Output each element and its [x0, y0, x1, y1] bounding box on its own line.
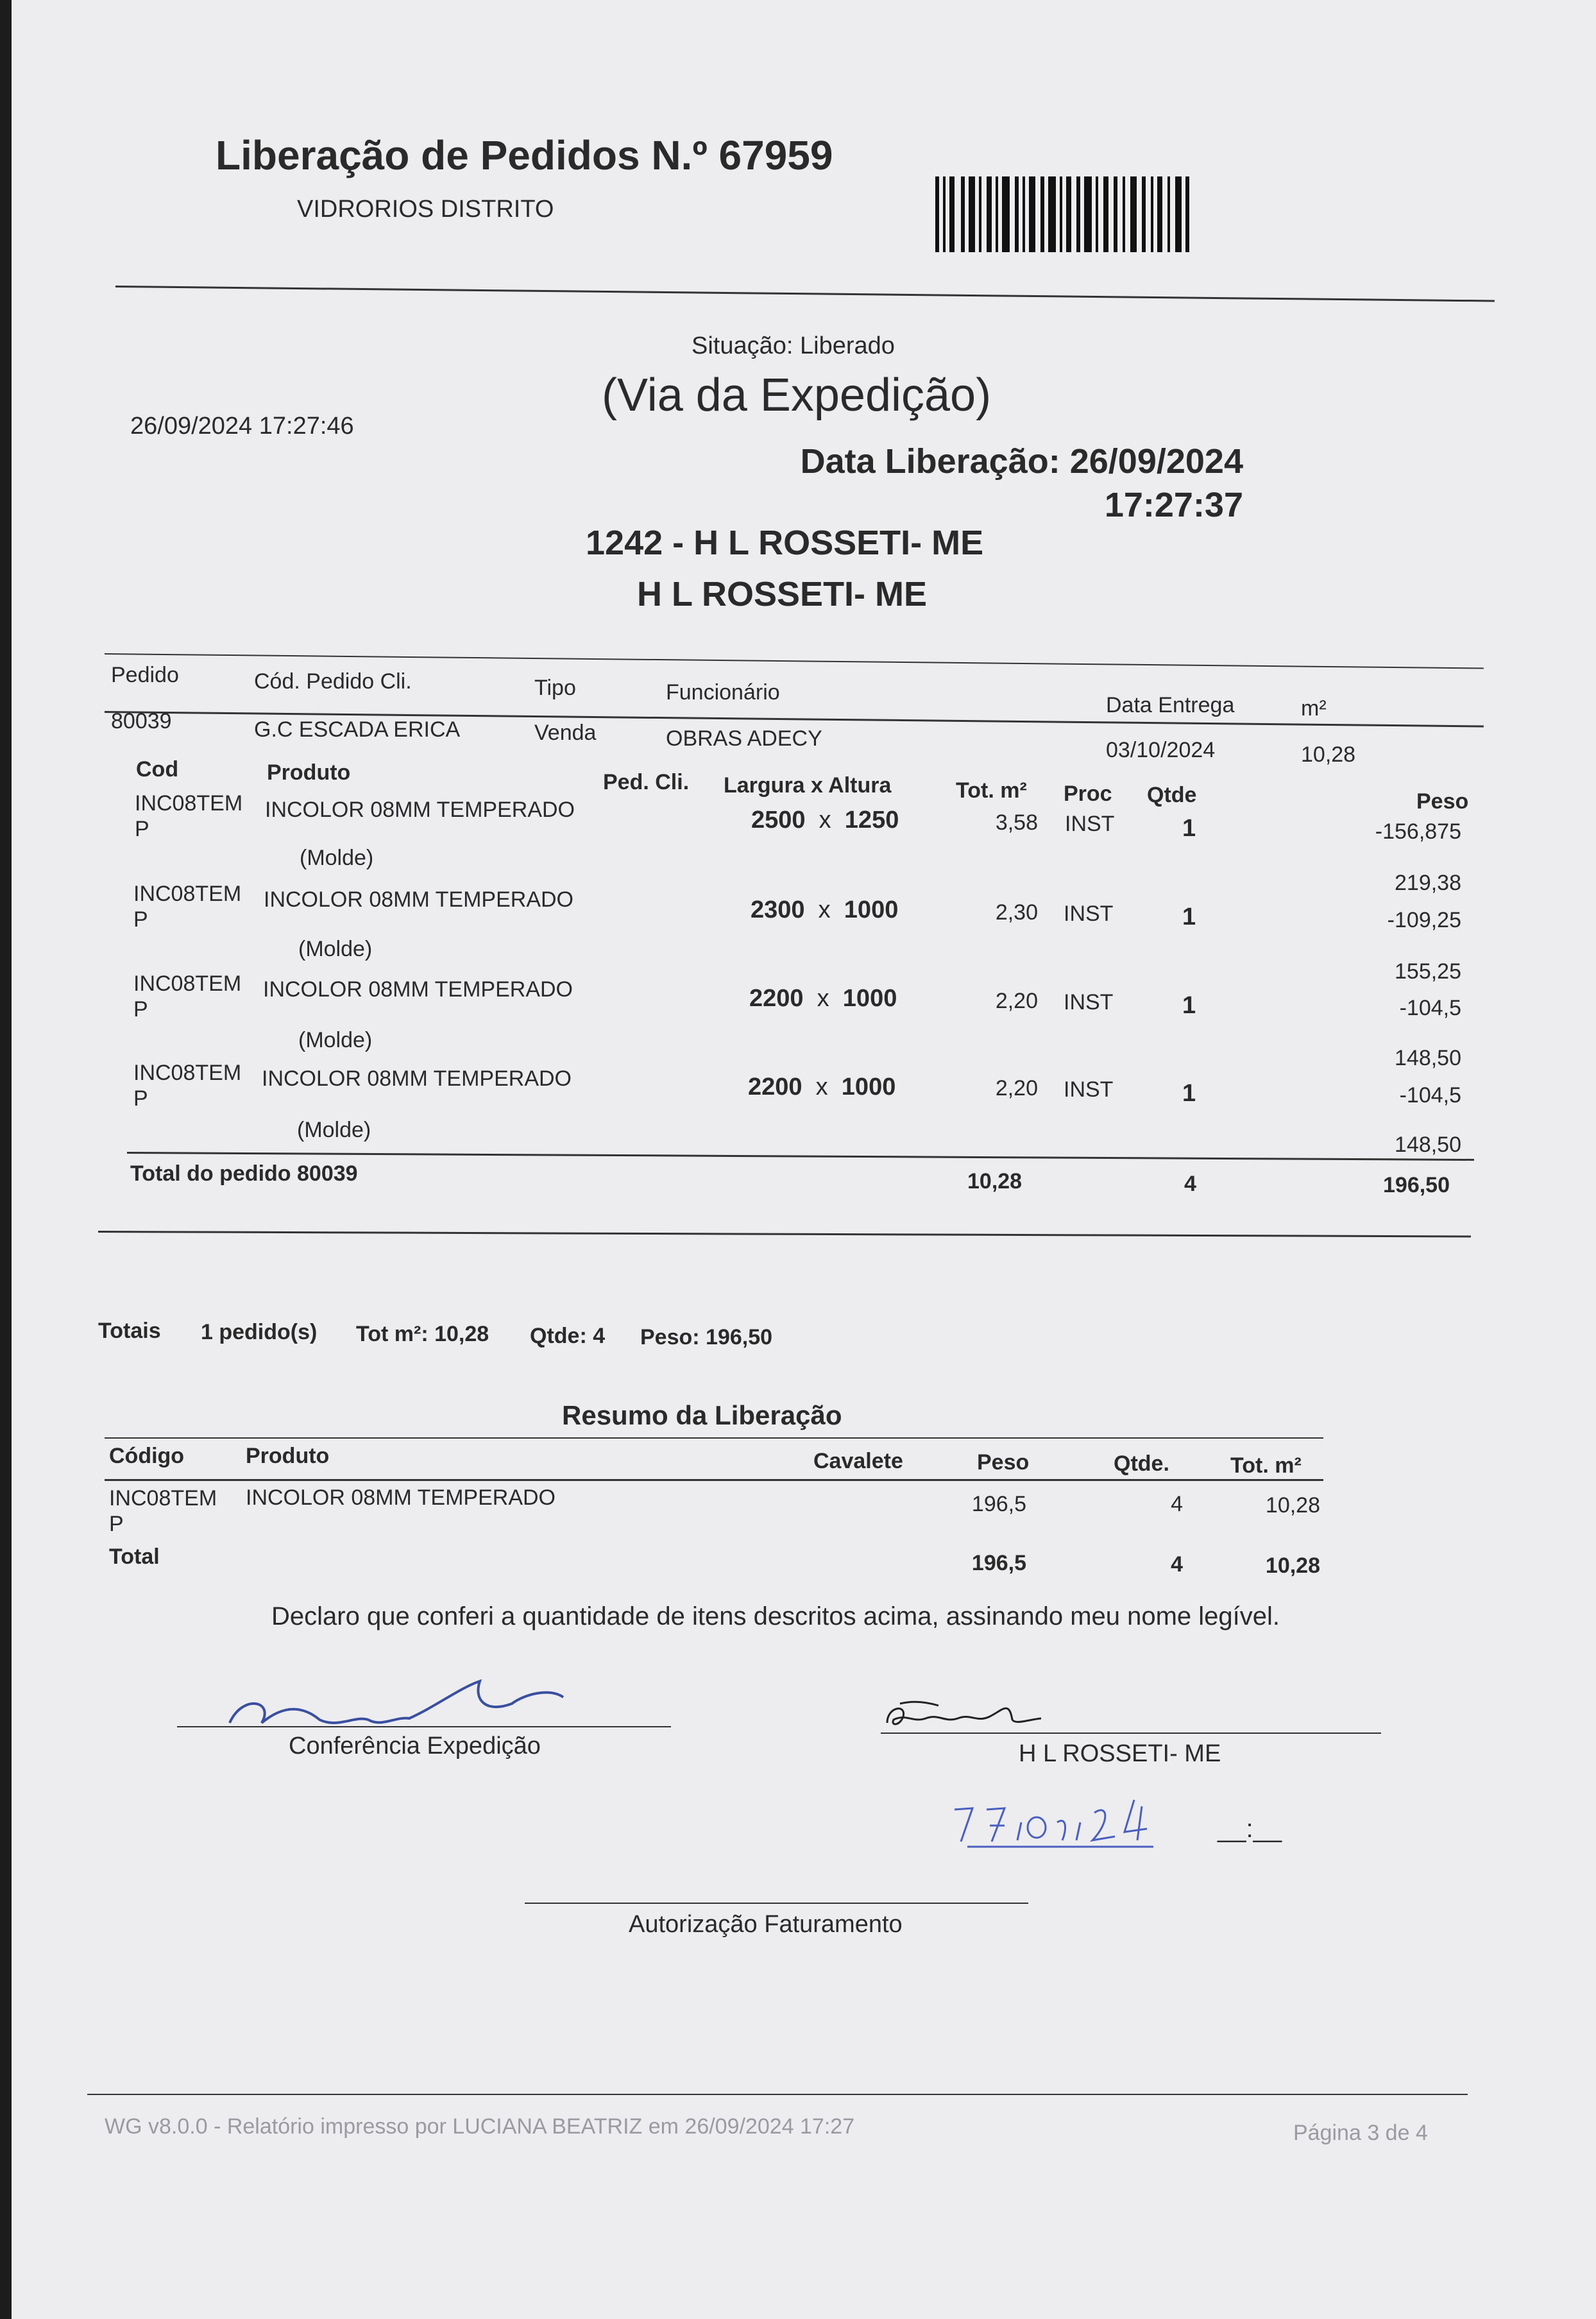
- item-product: INCOLOR 08MM TEMPERADO: [263, 977, 573, 1002]
- col-dimensions: Largura x Altura: [724, 773, 892, 798]
- item-proc: INST: [1064, 902, 1114, 926]
- order-type: Venda: [534, 721, 597, 745]
- summary-item-product: INCOLOR 08MM TEMPERADO: [246, 1485, 556, 1510]
- item-peso: -109,25: [1387, 908, 1461, 932]
- item-dimensions: 2300 x 1000: [751, 896, 899, 923]
- summary-header-line: [105, 1479, 1323, 1481]
- customer-name: H L ROSSETI- ME: [637, 575, 928, 613]
- delivery-date: 03/10/2024: [1106, 738, 1216, 762]
- declaration-text: Declaro que conferi a quantidade de itens descritos acima, assinando meu nome legível.: [271, 1602, 1280, 1630]
- item-qty: 1: [1182, 1080, 1196, 1107]
- col-delivery-date: Data Entrega: [1106, 693, 1235, 717]
- item-proc: INST: [1064, 990, 1114, 1014]
- section-divider: [98, 1231, 1471, 1237]
- order-total-qty: 4: [1184, 1172, 1196, 1196]
- item-code: INC08TEM P: [133, 1061, 242, 1111]
- summary-col-m2: Tot. m²: [1230, 1453, 1302, 1478]
- item-mold: (Molde): [300, 846, 374, 870]
- summary-total-qty: 4: [1171, 1552, 1183, 1577]
- footer-page-number: Página 3 de 4: [1293, 2121, 1428, 2145]
- totals-qty: Qtde: 4: [530, 1324, 606, 1348]
- print-timestamp: 26/09/2024 17:27:46: [130, 413, 354, 440]
- item-mold: (Molde): [298, 937, 373, 961]
- item-m2: 2,20: [995, 1076, 1038, 1100]
- summary-item-weight: 196,5: [971, 1492, 1026, 1516]
- totals-m2: Tot m²: 10,28: [356, 1322, 489, 1346]
- status-text: Situação: Liberado: [692, 332, 895, 359]
- item-qty: 1: [1182, 815, 1196, 842]
- item-peso: -104,5: [1399, 1083, 1461, 1108]
- col-qtde: Qtde: [1147, 783, 1197, 807]
- signature-caption-billing: Autorização Faturamento: [629, 1911, 903, 1938]
- totals-orders: 1 pedido(s): [201, 1320, 318, 1344]
- item-proc: INST: [1064, 1077, 1114, 1102]
- col-peso: Peso: [1416, 789, 1469, 814]
- col-client-order-code: Cód. Pedido Cli.: [254, 669, 412, 694]
- company-name: VIDRORIOS DISTRITO: [297, 196, 554, 223]
- summary-col-rack: Cavalete: [813, 1449, 903, 1473]
- order-total-label: Total do pedido 80039: [130, 1161, 358, 1186]
- header-divider: [115, 286, 1495, 302]
- item-mold: (Molde): [297, 1118, 371, 1142]
- summary-col-weight: Peso: [977, 1450, 1030, 1475]
- item-dimensions: 2200 x 1000: [748, 1074, 896, 1100]
- copy-label: (Via da Expedição): [602, 370, 992, 421]
- document-title: Liberação de Pedidos N.º 67959: [216, 132, 833, 178]
- summary-total-m2: 10,28: [1265, 1553, 1320, 1578]
- totals-weight: Peso: 196,50: [640, 1325, 773, 1349]
- totals-label: Totais: [98, 1319, 161, 1343]
- item-code: INC08TEM P: [133, 971, 242, 1022]
- summary-col-qty: Qtde.: [1114, 1451, 1169, 1476]
- summary-item-m2: 10,28: [1265, 1493, 1320, 1518]
- item-peso-secondary: 148,50: [1395, 1133, 1461, 1157]
- footer-print-info: WG v8.0.0 - Relatório impresso por LUCIANA BEATRIZ em 26/09/2024 17:27: [105, 2114, 855, 2139]
- col-m2: m²: [1301, 696, 1327, 721]
- col-tot-m2: Tot. m²: [956, 778, 1027, 803]
- item-peso-secondary: 155,25: [1395, 959, 1461, 984]
- summary-total-label: Total: [109, 1545, 160, 1569]
- col-order: Pedido: [111, 663, 179, 687]
- summary-item-code: INC08TEM P: [109, 1486, 217, 1536]
- order-m2: 10,28: [1301, 742, 1356, 767]
- summary-title: Resumo da Liberação: [562, 1400, 842, 1430]
- signature-line-expedition: [177, 1726, 671, 1727]
- item-qty: 1: [1182, 903, 1196, 930]
- item-peso: -156,875: [1375, 819, 1461, 844]
- summary-total-weight: 196,5: [971, 1551, 1026, 1575]
- item-peso: -104,5: [1399, 996, 1461, 1020]
- footer-line: [87, 2094, 1468, 2095]
- summary-col-code: Código: [109, 1444, 185, 1468]
- item-m2: 2,30: [995, 900, 1038, 925]
- summary-item-qty: 4: [1171, 1492, 1183, 1516]
- time-blank: __:__: [1218, 1815, 1282, 1843]
- col-proc: Proc: [1064, 782, 1112, 806]
- item-m2: 2,20: [995, 989, 1038, 1013]
- item-mold: (Molde): [298, 1028, 373, 1052]
- client-order-code: G.C ESCADA ERICA: [254, 717, 461, 742]
- item-code: INC08TEM P: [133, 882, 242, 932]
- customer-code-name: 1242 - H L ROSSETI- ME: [586, 524, 984, 562]
- order-total-peso: 196,50: [1383, 1173, 1450, 1197]
- signature-line-billing: [525, 1903, 1028, 1904]
- signature-caption-expedition: Conferência Expedição: [289, 1733, 541, 1759]
- order-number: 80039: [111, 709, 172, 733]
- signature-expedition: [217, 1668, 602, 1739]
- col-employee: Funcionário: [666, 680, 780, 705]
- col-product: Produto: [267, 760, 351, 785]
- barcode: [935, 176, 1192, 252]
- signature-customer: [881, 1688, 1073, 1739]
- item-proc: INST: [1065, 812, 1115, 836]
- order-table-top-line: [105, 653, 1484, 669]
- order-total-m2: 10,28: [967, 1169, 1023, 1194]
- item-product: INCOLOR 08MM TEMPERADO: [262, 1066, 572, 1091]
- item-dimensions: 2200 x 1000: [749, 985, 897, 1012]
- signature-line-customer: [881, 1733, 1381, 1734]
- item-peso-secondary: 148,50: [1395, 1046, 1461, 1070]
- order-total-line: [127, 1152, 1474, 1161]
- item-product: INCOLOR 08MM TEMPERADO: [264, 887, 574, 912]
- item-dimensions: 2500 x 1250: [751, 807, 899, 834]
- handwritten-date: [942, 1790, 1211, 1848]
- employee: OBRAS ADECY: [666, 726, 822, 751]
- col-cod: Cod: [136, 757, 179, 782]
- col-type: Tipo: [534, 676, 576, 700]
- document-page: [12, 0, 1596, 2319]
- item-peso-secondary: 219,38: [1395, 871, 1461, 895]
- item-code: INC08TEM P: [135, 791, 243, 841]
- item-product: INCOLOR 08MM TEMPERADO: [265, 798, 575, 822]
- release-date: Data Liberação: 26/09/2024 17:27:37: [800, 442, 1243, 524]
- item-m2: 3,58: [995, 810, 1038, 835]
- item-qty: 1: [1182, 992, 1196, 1019]
- signature-caption-customer: H L ROSSETI- ME: [1019, 1740, 1221, 1767]
- summary-col-product: Produto: [246, 1444, 330, 1468]
- col-ped-cli: Ped. Cli.: [603, 770, 690, 794]
- summary-top-line: [105, 1437, 1323, 1439]
